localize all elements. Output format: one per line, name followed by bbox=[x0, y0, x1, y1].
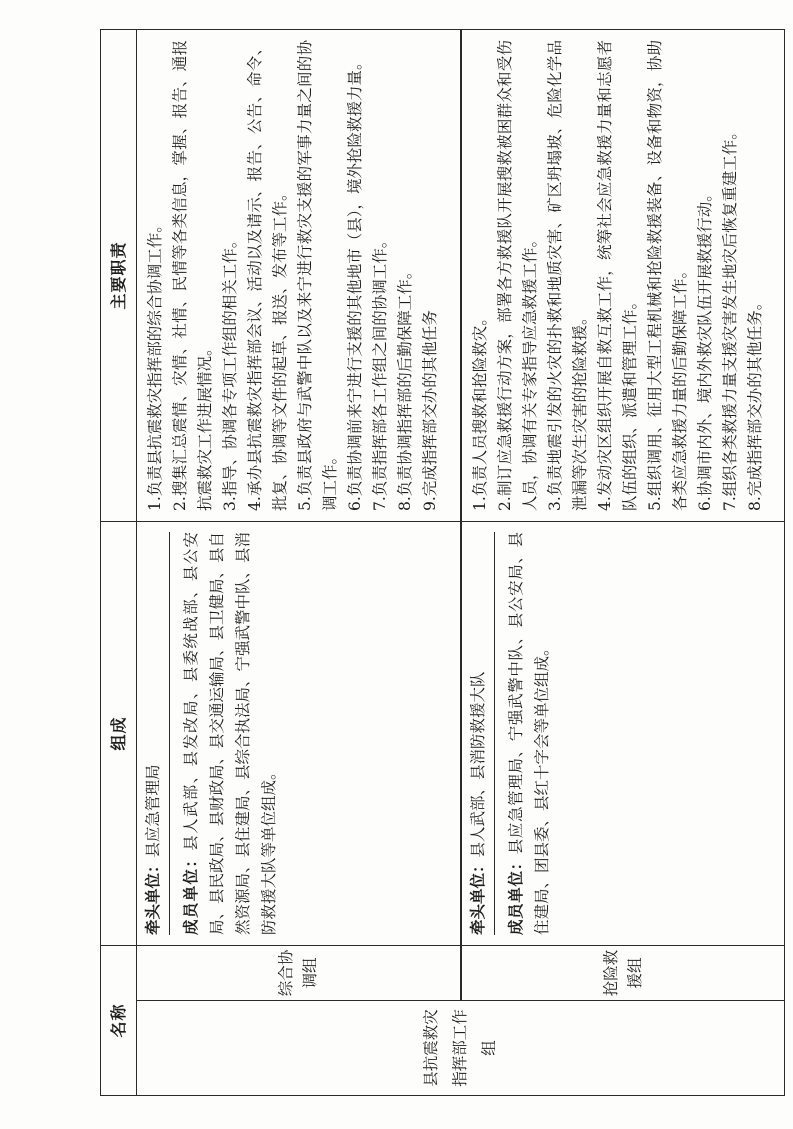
duty-item: 4.发动灾区组织开展自救互救工作，统筹社会应急救援力量和志愿者队伍的组织、派遣和管理工作。 bbox=[595, 39, 639, 511]
group-name: 抢险救援组 bbox=[601, 949, 644, 997]
group-name-cell bbox=[137, 945, 461, 1000]
lead-label: 牵头单位： bbox=[144, 857, 162, 935]
group-name-cell bbox=[461, 945, 785, 1000]
duty-item: 7.组织各类救援力量支援灾害发生地灾后恢复重建工作。 bbox=[720, 124, 739, 511]
composition-cell bbox=[137, 521, 461, 945]
rotated-table-wrapper bbox=[100, 30, 785, 1096]
duties-cell bbox=[137, 29, 461, 521]
lead-units bbox=[464, 532, 495, 935]
duty-item: 5.组织调用、征用大型工程机械和抢险救援装备、设备和物资，协助各类应急救援力量的后勤保障工作。 bbox=[645, 39, 689, 511]
lead-units-text: 县人武部、县消防救援大队 bbox=[468, 671, 487, 858]
composition-cell bbox=[461, 521, 785, 945]
duties-cell bbox=[461, 29, 785, 521]
duty-item: 4.承办县抗震救灾指挥部会议、活动以及请示、报告、公告、命令、批复、协调等文件的起草、报送、发布等工作。 bbox=[246, 39, 289, 511]
duty-item: 6.协调市内外、境内外救灾队伍开展救援行动。 bbox=[695, 186, 714, 511]
lead-label: 牵头单位： bbox=[468, 857, 487, 935]
duty-list bbox=[143, 40, 443, 511]
duty-list bbox=[468, 40, 768, 511]
duty-item: 2.制订应急救援行动方案，部署各方救援队开展搜救被困群众和受伤人员，协调有关专家指导应急救援工作。 bbox=[495, 39, 539, 511]
duty-item: 5.负责县政府与武警中队以及来宁进行救灾支援的军事力量之间的协调工作。 bbox=[296, 39, 339, 511]
table-header-row bbox=[101, 29, 137, 1095]
duty-item: 6.负责协调前来宁进行支援的其他地市（县），境外抢险救援力量。 bbox=[346, 54, 364, 511]
duty-item: 3.指导、协调各专项工作组的相关工作。 bbox=[221, 232, 239, 511]
member-units bbox=[495, 532, 557, 935]
table-row bbox=[461, 29, 785, 1095]
header-name: 名称 bbox=[101, 945, 137, 1095]
table-row bbox=[137, 29, 461, 1095]
duty-item: 2.搜集汇总震情、灾情、社情、民情等各类信息，掌握、报告、通报抗震救灾工作进展情况。 bbox=[171, 39, 214, 511]
member-units bbox=[170, 532, 284, 935]
member-units-text: 县应急管理局、宁强武警中队、县公安局、县住建局、团县委、县红十字会等单位组成。 bbox=[506, 532, 551, 935]
duty-item: 9.完成指挥部交办的其他任务 bbox=[421, 310, 439, 511]
duty-item: 3.负责地震引发的火灾的扑救和地质灾害、矿区坍塌坡、危险化学品泄漏等次生灾害的抢险救援。 bbox=[545, 39, 589, 511]
header-composition: 组成 bbox=[101, 521, 137, 945]
member-label: 成员单位： bbox=[182, 850, 200, 935]
duty-item: 7.负责指挥部各工作组之间的协调工作。 bbox=[371, 232, 389, 511]
lead-units bbox=[139, 532, 170, 935]
lead-units-text: 县应急管理局 bbox=[144, 764, 162, 858]
duty-table bbox=[100, 29, 785, 1096]
member-label: 成员单位： bbox=[506, 854, 525, 935]
headquarters-cell bbox=[137, 1001, 785, 1096]
member-units-text: 县人武部、县发改局、县委统战部、县公安局、县民政局、县财政局、县交通运输局、县卫健局、县自然资源局、县住建局、县综合执法局、宁强武警中队、县消防救援大队等单位组成。 bbox=[182, 531, 278, 935]
header-duties: 主要职责 bbox=[101, 29, 137, 521]
headquarters-name: 县抗震救灾指挥部工作组 bbox=[422, 1009, 498, 1087]
duty-item: 1.负责县抗震救灾指挥部的综合协调工作。 bbox=[146, 217, 164, 511]
group-name: 综合协调组 bbox=[277, 949, 320, 997]
duty-item: 8.完成指挥部交办的其他任务。 bbox=[745, 294, 764, 511]
duty-item: 1.负责人员搜救和抢险救灾。 bbox=[470, 310, 489, 511]
duty-item: 8.负责协调指挥部的后勤保障工作。 bbox=[396, 263, 414, 511]
